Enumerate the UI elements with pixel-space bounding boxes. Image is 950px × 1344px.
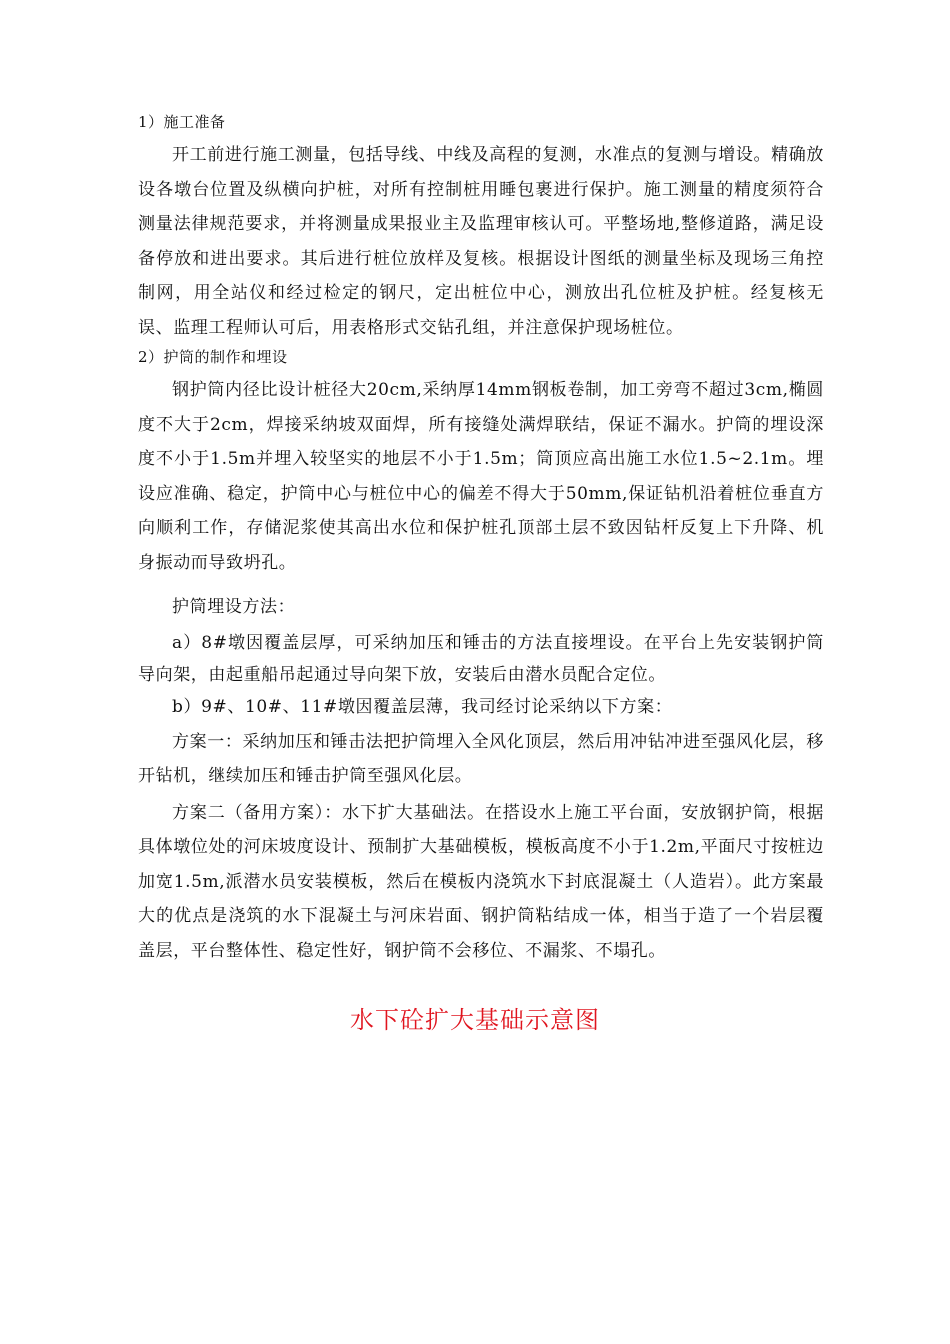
plan1-paragraph: 方案一：采纳加压和锤击法把护筒埋入全风化顶层，然后用冲钻冲进至强风化层，移开钻机，继续加压和锤击护筒至强风化层。 xyxy=(138,731,824,786)
section2-paragraph: 钢护筒内径比设计桩径大20cm,采纳厚14mm钢板卷制，加工旁弯不超过3cm,椭圆度不大于2cm，焊接采纳坡双面焊，所有接缝处满焊联结，保证不漏水。护筒的埋设深度不小于1.5m并埋入较坚实的地层不小于1.5m；筒顶应高出施工水位1.5~2.1m。埋设应准确、稳定，护筒中心与桩位中心的偏差不得大于50mm,保证钻机沿着桩位垂直方向顺利工作，存储泥浆使其高出水位和保护桩孔顶部土层不致因钻杆反复上下升降、机身振动而导致坍孔。 xyxy=(138,380,824,573)
method-label: 护筒埋设方法： xyxy=(172,597,296,617)
plan2-paragraph: 方案二（备用方案）：水下扩大基础法。在搭设水上施工平台面，安放钢护筒，根据具体墩位处的河床坡度设计、预制扩大基础模板，模板高度不小于1.2m,平面尺寸按桩边加宽1.5m,派潜水员安装模板，然后在模板内浇筑水下封底混凝土（人造岩）。此方案最大的优点是浇筑的水下混凝土与河床岩面、钢护筒粘结成一体，相当于造了一个岩层覆盖层，平台整体性、稳定性好，钢护筒不会移位、不漏浆、不塌孔。 xyxy=(138,802,824,961)
section2-heading: 2）护筒的制作和埋设 xyxy=(138,348,288,366)
section1-paragraph: 开工前进行施工测量，包括导线、中线及高程的复测，水准点的复测与增设。精确放设各墩台位置及纵横向护桩，对所有控制桩用睡包裹进行保护。施工测量的精度须符合测量法律规范要求，并将测量成果报业主及监理审核认可。平整场地,整修道路，满足设备停放和进出要求。其后进行桩位放样及复核。根据设计图纸的测量坐标及现场三角控制网，用全站仪和经过检定的钢尺，定出桩位中心，测放出孔位桩及护桩。经复核无误、监理工程师认可后，用表格形式交钻孔组，并注意保护现场桩位。 xyxy=(138,145,824,338)
item-a-paragraph: a）8#墩因覆盖层厚，可采纳加压和锤击的方法直接埋设。在平台上先安装钢护筒导向架，由起重船吊起通过导向架下放，安装后由潜水员配合定位。 xyxy=(138,632,824,685)
document-body xyxy=(138,112,824,968)
item-b-paragraph: b）9#、10#、11#墩因覆盖层薄，我司经讨论采纳以下方案： xyxy=(172,696,673,717)
figure-title: 水下砼扩大基础示意图 xyxy=(350,1006,600,1034)
section1-heading: 1）施工准备 xyxy=(138,113,226,131)
